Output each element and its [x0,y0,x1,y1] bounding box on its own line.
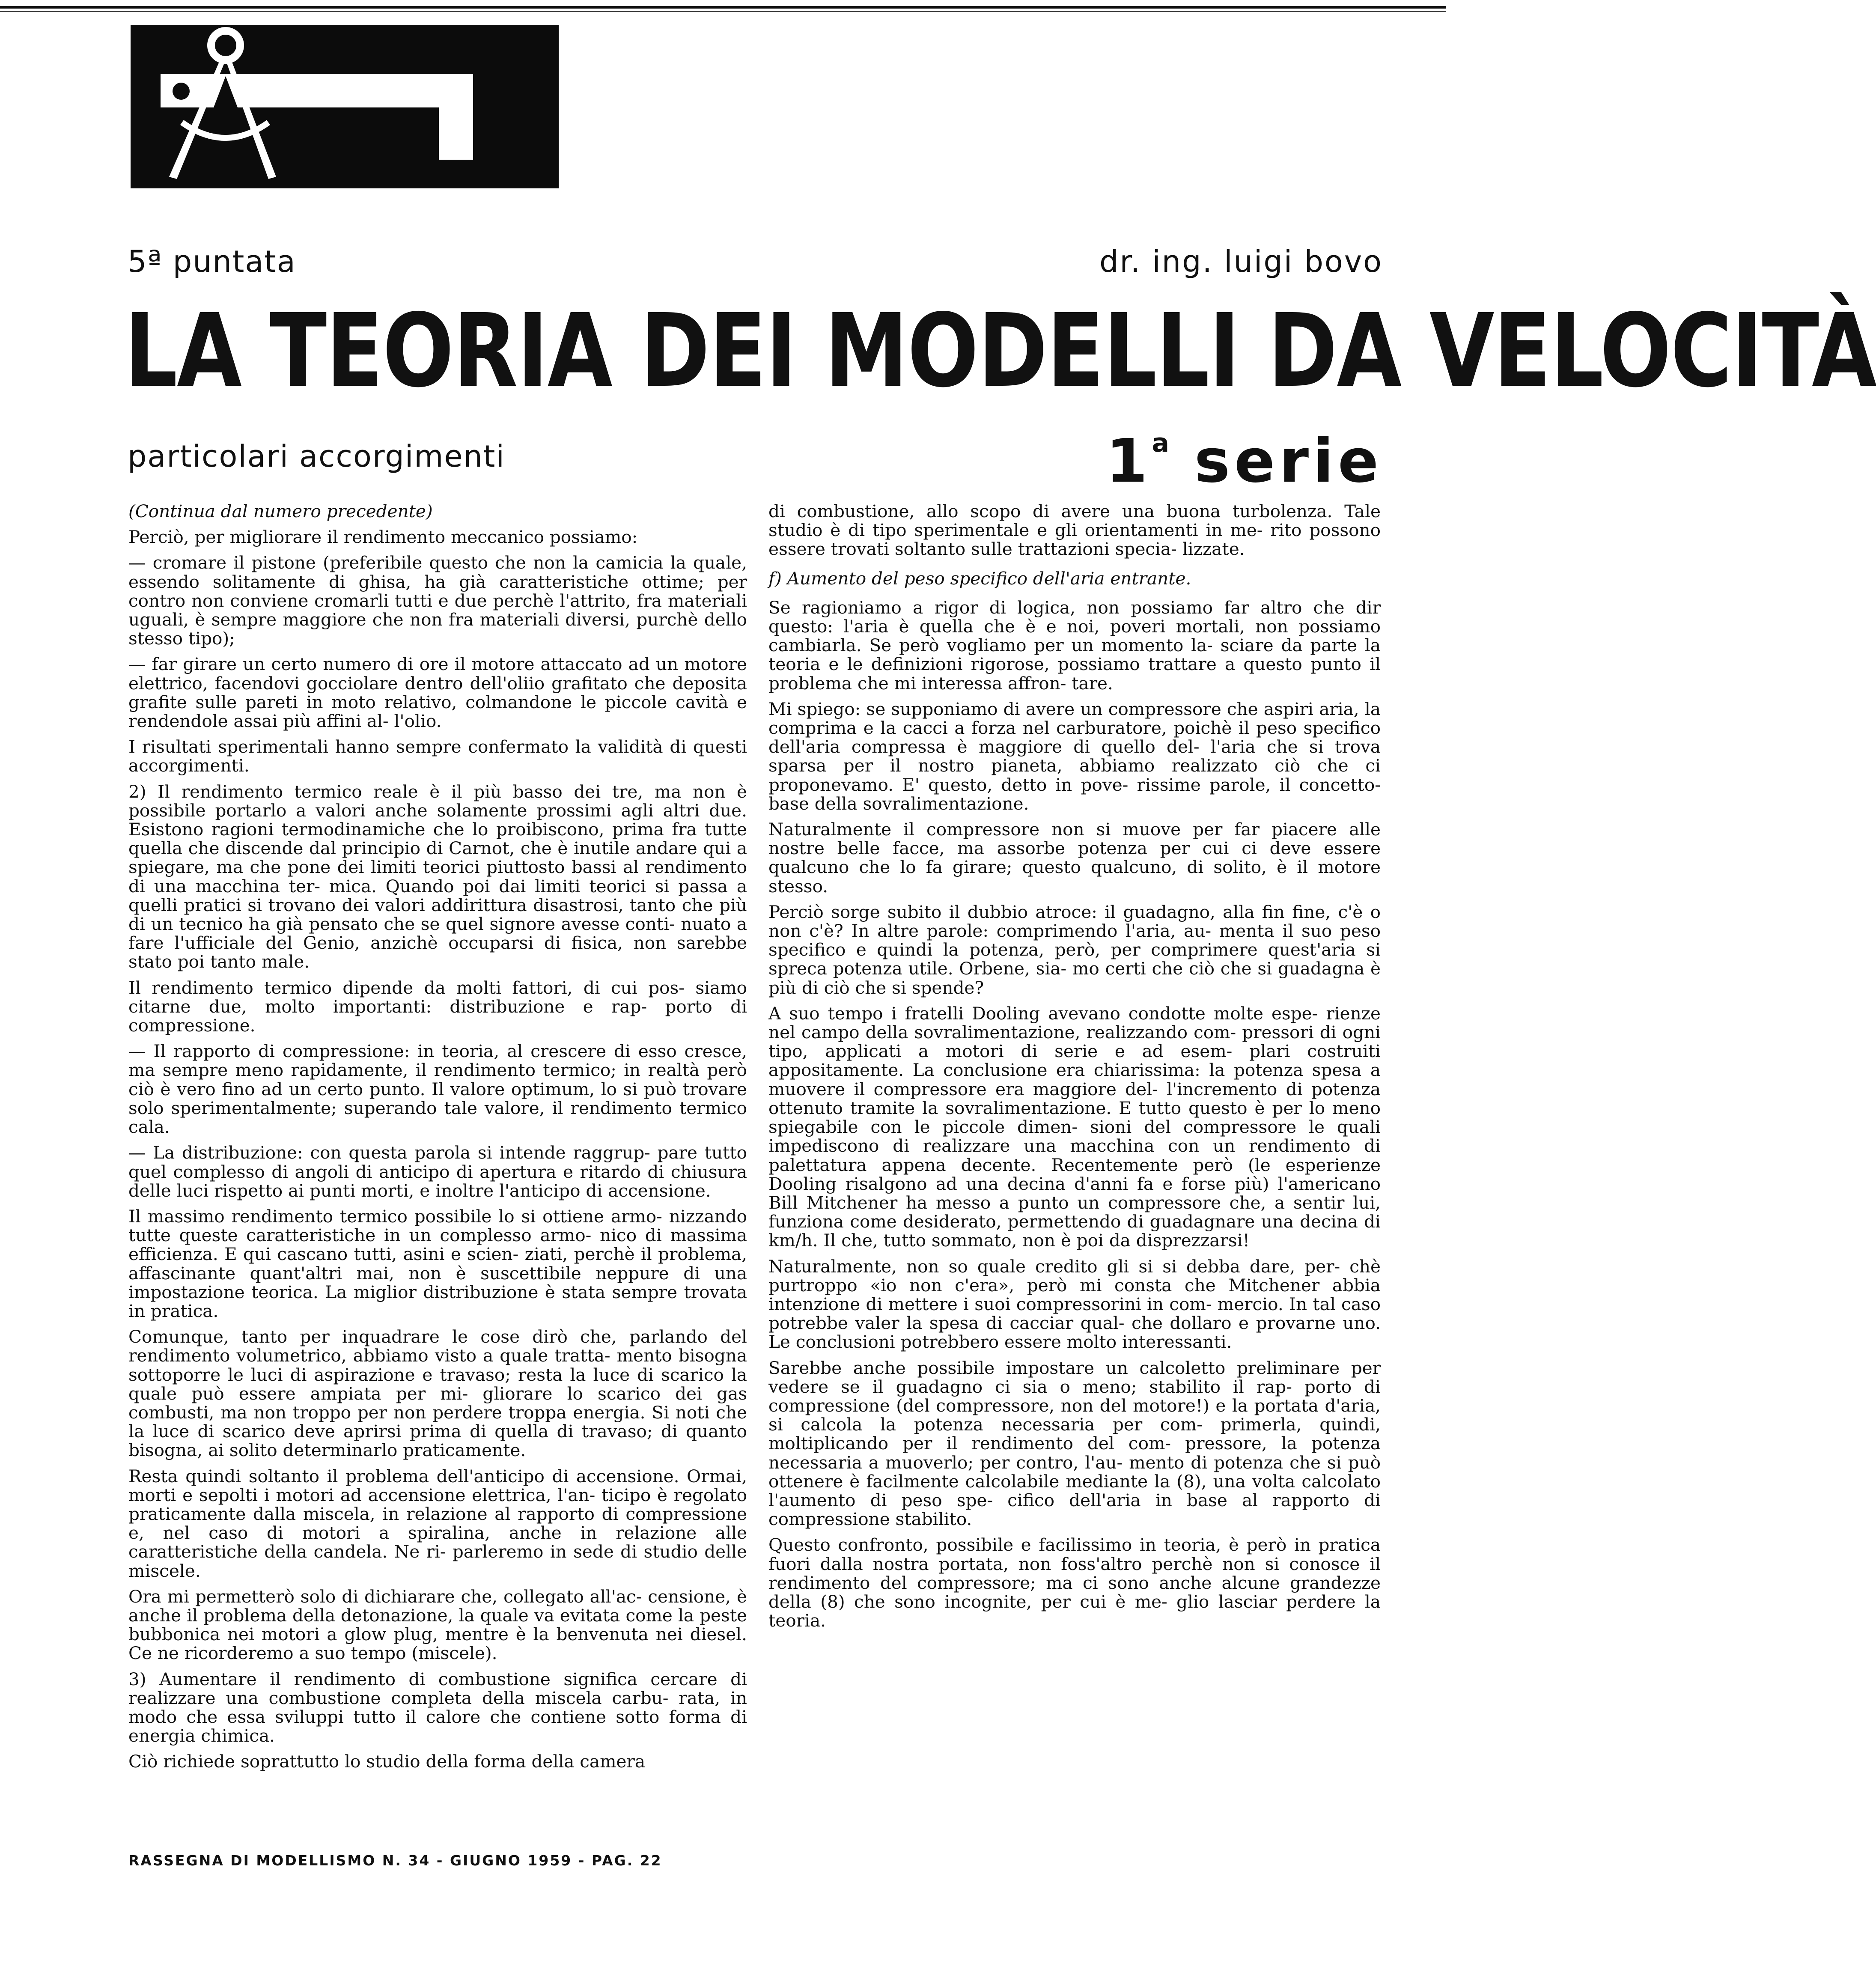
top-rule [0,6,1446,9]
paragraph: (Continua dal numero precedente) [128,501,433,521]
compass-icon [131,25,559,188]
paragraph: — Il rapporto di compressione: in teoria, al crescere di esso cresce, ma sempre meno rapidamente, il rendimento termico; in realtà però ciò è vero fino ad un certo punto. Il valore optimum, lo si può trovare solo sperimentalmente; superando tale valore, il rendimento termico cala. [128,1041,747,1138]
paragraph: Comunque, tanto per inquadrare le cose dirò che, parlando del rendimento volumetrico, abbiamo visto a quale tratta- mento bisogna sottoporre le luci di aspirazione e travaso; resta la luce di scarico la quale può essere ampiata per mi- gliorare lo scarico dei gas combusti, ma non troppo per non perdere troppa energia. Si noti che la luce di scarico deve aprirsi prima di quella di travaso; di quanto bisogna, ai solito determinarlo praticamente. [128,1326,747,1461]
paragraph: Resta quindi soltanto il problema dell'anticipo di accensione. Ormai, morti e sepolti i motori ad accensione elettrica, l'an- ticipo è regolato praticamente dalla miscela, in relazione al rapporto di compressione e, nel caso di motori a spiralina, anche in relazione alle caratteristiche della candela. Ne ri- parleremo in sede di studio delle miscele. [128,1466,747,1581]
paragraph: Sarebbe anche possibile impostare un calcoletto preliminare per vedere se il guadagno ci sia o meno; stabilito il rap- porto di compressione (del compressore, non del motore!) e la portata d'aria, si calcola la potenza necessaria per com- primerla, quindi, moltiplicando per il rendimento del com- pressore, la potenza necessaria a muoverlo; per contro, l'au- mento di potenza che si può ottenere è facilmente calcolabile mediante la (8), una volta calcolato l'aumento di peso spe- cifico dell'aria in base al rapporto di compressione stabilito. [768,1357,1381,1530]
series-superscript: a [1152,428,1169,458]
right-column [768,502,1381,1637]
paragraph: — far girare un certo numero di ore il motore attaccato ad un motore elettrico, facendovi gocciolare dentro dell'oliio grafitato che deposita grafite sulle pareti in moto relativo, colmandone le piccole cavità e rendendole assai più affini al- l'olio. [128,654,747,732]
series-label [1106,411,1383,494]
paragraph: 2) Il rendimento termico reale è il più basso dei tre, ma non è possibile portarlo a valori anche solamente prossimi agli altri due. Esistono ragioni termodinamiche che lo proibiscono, prima fra tutte quella che discende dal principio di Carnot, che è inutile andare qui a spiegare, ma che pone dei limiti teorici piuttosto bassi al rendimento di una macchina ter- mica. Quando poi dai limiti teorici si passa a quelli pratici si trovano dei valori addirittura disastrosi, tanto che più di un tecnico ha già pensato che se quel signore avesse conti- nuato a fare l'ufficiale del Genio, anzichè occuparsi di fisica, non sarebbe stato poi tanto male. [128,781,747,972]
series-word: serie [1194,426,1383,496]
paragraph: 3) Aumentare il rendimento di combustione significa cercare di realizzare una combustione completa della miscela carbu- rata, in modo che essa sviluppi tutto il calore che contiene sotto forma di energia chimica. [128,1668,747,1746]
paragraph: Perciò sorge subito il dubbio atroce: il guadagno, alla fin fine, c'è o non c'è? In altre parole: comprimendo l'aria, au- menta il suo peso specifico e quindi la potenza, però, per comprimere quest'aria si spreca potenza utile. Orbene, sia- mo certi che ciò che si guadagna è più di ciò che si spende? [768,901,1381,998]
paragraph: Naturalmente il compressore non si muove per far piacere alle nostre belle facce, ma assorbe potenza per cui ci deve essere qualcuno che lo fa girare; questo qualcuno, di solito, è il motore stesso. [768,819,1381,897]
paragraph: Ciò richiede soprattutto lo studio della forma della camera [128,1751,645,1772]
paragraph: Perciò, per migliorare il rendimento meccanico possiamo: [128,527,638,548]
series-number: 1 [1106,426,1152,496]
author-name: dr. ing. luigi bovo [1099,244,1383,279]
article-title: LA TEORIA DEI MODELLI DA VELOCITÀ [124,292,1876,410]
paragraph: I risultati sperimentali hanno sempre confermato la validità di questi accorgimenti. [128,736,747,776]
installment-label: 5ª puntata [128,244,296,279]
article-subtitle: particolari accorgimenti [128,439,505,474]
top-rule-thin [0,11,1446,12]
paragraph: Se ragioniamo a rigor di logica, non possiamo far altro che dir questo: l'aria è quella che è e noi, poveri mortali, non possiamo cambiarla. Se però vogliamo per un momento la- sciare da parte la teoria e le definizioni rigorose, possiamo trattare a questo punto il problema che mi interessa affron- tare. [768,597,1381,694]
paragraph: di combustione, allo scopo di avere una buona turbolenza. Tale studio è di tipo sperimentale e gli orientamenti in me- rito possono essere trovati soltanto sulle trattazioni specia- lizzate. [768,501,1381,560]
paragraph: A suo tempo i fratelli Dooling avevano condotte molte espe- rienze nel campo della sovralimentazione, realizzando com- pressori di ogni tipo, applicati a motori di serie e ad esem- plari costruiti appositamente. La conclusione era chiarissima: la potenza spesa a muovere il compressore era maggiore del- l'incremento di potenza ottenuto tramite la sovralimentazione. E tutto questo è per lo meno spiegabile con le piccole dimen- sioni del compressore le quali impediscono di realizzare una macchina con un rendimento di palettatura appena decente. Recentemente però (le esperienze Dooling risalgono ad una decina d'anni fa e forse più) l'americano Bill Mitchener ha messo a punto un compressore che, a sentir lui, funziona come desiderato, permettendo di guadagnare una decina di km/h. Il che, tutto sommato, non è poi da disprezzarsi! [768,1003,1381,1251]
paragraph: Il rendimento termico dipende da molti fattori, di cui pos- siamo citarne due, molto importanti: distribuzione e rap- porto di compressione. [128,977,747,1036]
paragraph: Mi spiego: se supponiamo di avere un compressore che aspiri aria, la comprima e la cacci a forza nel carburatore, poichè il peso specifico dell'aria compressa è maggiore di quello del- l'aria che si trova sparsa per il nostro pianeta, abbiamo realizzato ciò che ci proponevamo. E' questo, detto in pove- rissime parole, il concetto-base della sovralimentazione. [768,698,1381,814]
section-heading: f) Aumento del peso specifico dell'aria entrante. [768,568,1191,589]
paragraph: Il massimo rendimento termico possibile lo si ottiene armo- nizzando tutte queste caratteristiche in un complesso armo- nico di massima efficienza. E qui cascano tutti, asini e scien- ziati, perchè il problema, affascinante quant'altri mai, non è suscettibile neppure di una impostazione teorica. La miglior distribuzione è stata sempre trovata in pratica. [128,1206,747,1321]
left-column [128,502,747,1778]
paragraph: — La distribuzione: con questa parola si intende raggrup- pare tutto quel complesso di angoli di anticipo di apertura e ritardo di chiusura delle luci rispetto ai punti morti, e inoltre l'anticipo di accensione. [128,1142,747,1201]
paragraph: Questo confronto, possibile e facilissimo in teoria, è però in pratica fuori dalla nostra portata, non foss'altro perchè non si conosce il rendimento del compressore; ma ci sono anche alcune grandezze della (8) che sono incognite, per cui è me- glio lasciar perdere la teoria. [768,1534,1381,1631]
paragraph: Ora mi permetterò solo di dichiarare che, collegato all'ac- censione, è anche il problema della detonazione, la quale va evitata come la peste bubbonica nei motori a glow plug, mentre è la benvenuta nei diesel. Ce ne ricorderemo a suo tempo (miscele). [128,1586,747,1664]
compass-hammer-logo [131,25,559,188]
paragraph: Naturalmente, non so quale credito gli si si debba dare, per- chè purtroppo «io non c'era», però mi consta che Mitchener abbia intenzione di mettere i suoi compressorini in com- mercio. In tal caso potrebbe valer la spesa di cacciar qual- che dollaro e provarne uno. Le conclusioni potrebbero essere molto interessanti. [768,1256,1381,1352]
page-footer: RASSEGNA DI MODELLISMO N. 34 - GIUGNO 1959 - PAG. 22 [128,1852,662,1869]
paragraph: — cromare il pistone (preferibile questo che non la camicia la quale, essendo solitamente di ghisa, ha già caratteristiche ottime; per contro non conviene cromarli tutti e due perchè l'attrito, fra materiali uguali, è sempre maggiore che non fra materiali diversi, purchè dello stesso tipo); [128,552,747,649]
